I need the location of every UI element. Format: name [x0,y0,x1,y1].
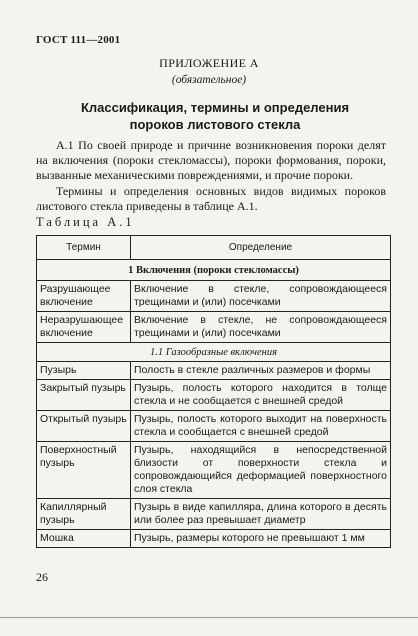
section-row [37,260,391,281]
table-row [37,499,391,530]
document-code: ГОСТ 111—2001 [36,34,121,46]
definition-cell: Полость в стекле различных размеров и формы [131,362,391,380]
term-cell: Разрушающее включение [37,281,131,312]
term-cell: Поверхностный пузырь [37,442,131,499]
table-row [37,281,391,312]
term-cell: Мошка [37,530,131,548]
section-title-line-2: пороков листового стекла [129,117,301,132]
paragraph-a1 [36,138,386,183]
definitions-table [36,235,391,548]
term-cell: Закрытый пузырь [37,380,131,411]
paragraph-intro-text: Термины и определения основных видов видимых пороков листового стекла приведены в таблице А.1. [36,184,386,213]
section-title [60,99,370,133]
section-title-line-1: Классификация, термины и определения [80,100,350,115]
paragraph-intro [36,184,386,214]
table-header-row [37,236,391,260]
term-cell: Пузырь [37,362,131,380]
definition-cell: Пузырь, полость которого находится в толще стекла и не сообщается с внешней средой [131,380,391,411]
table-row [37,312,391,343]
appendix-title: ПРИЛОЖЕНИЕ А [159,56,259,70]
definition-cell: Пузырь в виде капилляра, длина которого в десять или более раз превышает диаметр [131,499,391,530]
header-definition: Определение [131,236,391,260]
section-heading: 1 Включения (пороки стекломассы) [37,260,391,281]
header-term: Термин [37,236,131,260]
paragraph-a1-text: А.1 По своей природе и причине возникновения пороки делят на включения (пороки стекломассы), пороки формования, пороки, вызванные механическими повреждениями, и прочие пороки. [36,138,386,182]
appendix-status: (обязательное) [171,74,247,86]
subsection-row [37,343,391,362]
term-cell: Неразрушающее включение [37,312,131,343]
page-edge-line [0,617,418,618]
definition-cell: Пузырь, полость которого выходит на поверхность стекла и сообщается с внешней средой [131,411,391,442]
table-row [37,380,391,411]
term-cell: Капиллярный пузырь [37,499,131,530]
definition-cell: Включение в стекле, сопровождающееся трещинами и (или) посечками [131,281,391,312]
table-caption: Таблица А.1 [36,215,135,229]
subsection-heading: 1.1 Газообразные включения [37,343,391,362]
definition-cell: Пузырь, размеры которого не превышают 1 мм [131,530,391,548]
term-cell: Открытый пузырь [37,411,131,442]
page-number: 26 [36,570,48,584]
table-row [37,411,391,442]
table-row [37,442,391,499]
table-row [37,530,391,548]
definition-cell: Пузырь, находящийся в непосредственной близости от поверхности стекла и сопровождающийся деформацией поверхностного слоя стекла [131,442,391,499]
table-row [37,362,391,380]
definition-cell: Включение в стекле, не сопровождающееся трещинами и (или) посечками [131,312,391,343]
